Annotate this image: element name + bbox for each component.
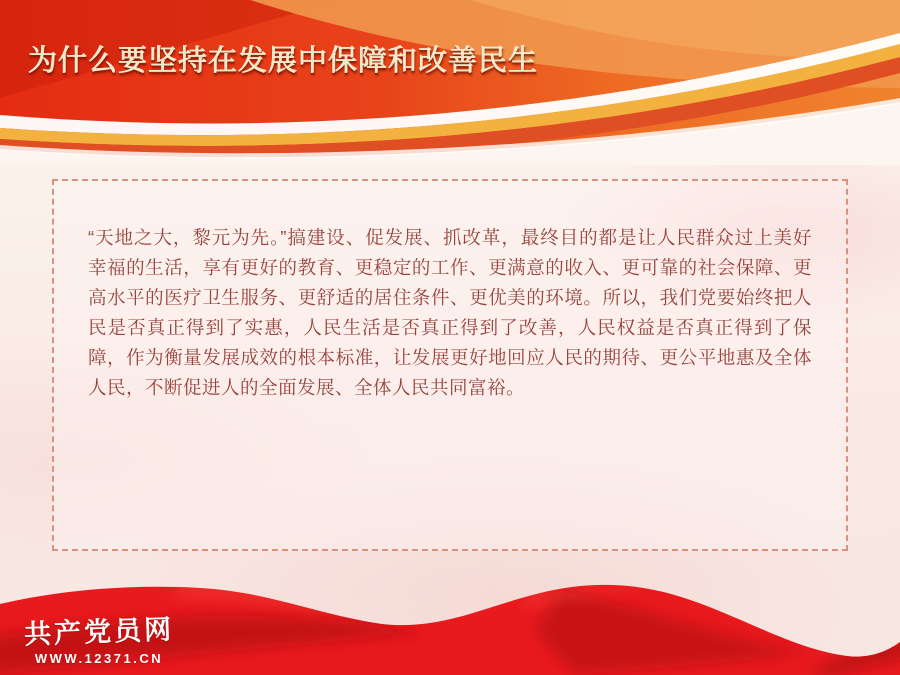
header-swoosh-graphic [0, 0, 900, 165]
header-banner [0, 0, 900, 165]
content-box [52, 179, 848, 551]
site-url: WWW.12371.CN [34, 651, 164, 666]
site-name-calligraphy: 共产党员网 [23, 614, 175, 651]
body-paragraph: “天地之大，黎元为先。”搞建设、促发展、抓改革，最终目的都是让人民群众过上美好幸福的生活，享有更好的教育、更稳定的工作、更满意的收入、更可靠的社会保障、更高水平的医疗卫生服务、更舒适的居住条件、更优美的环境。所以，我们党要始终把人民是否真正得到了实惠，人民生活是否真正得到了改善，人民权益是否真正得到了保障，作为衡量发展成效的根本标准，让发展更好地回应人民的期待、更公平地惠及全体人民，不断促进人的全面发展、全体人民共同富裕。 [88, 227, 812, 398]
footer-logo [24, 610, 174, 666]
slide-title: 为什么要坚持在发展中保障和改善民生 [28, 45, 539, 77]
